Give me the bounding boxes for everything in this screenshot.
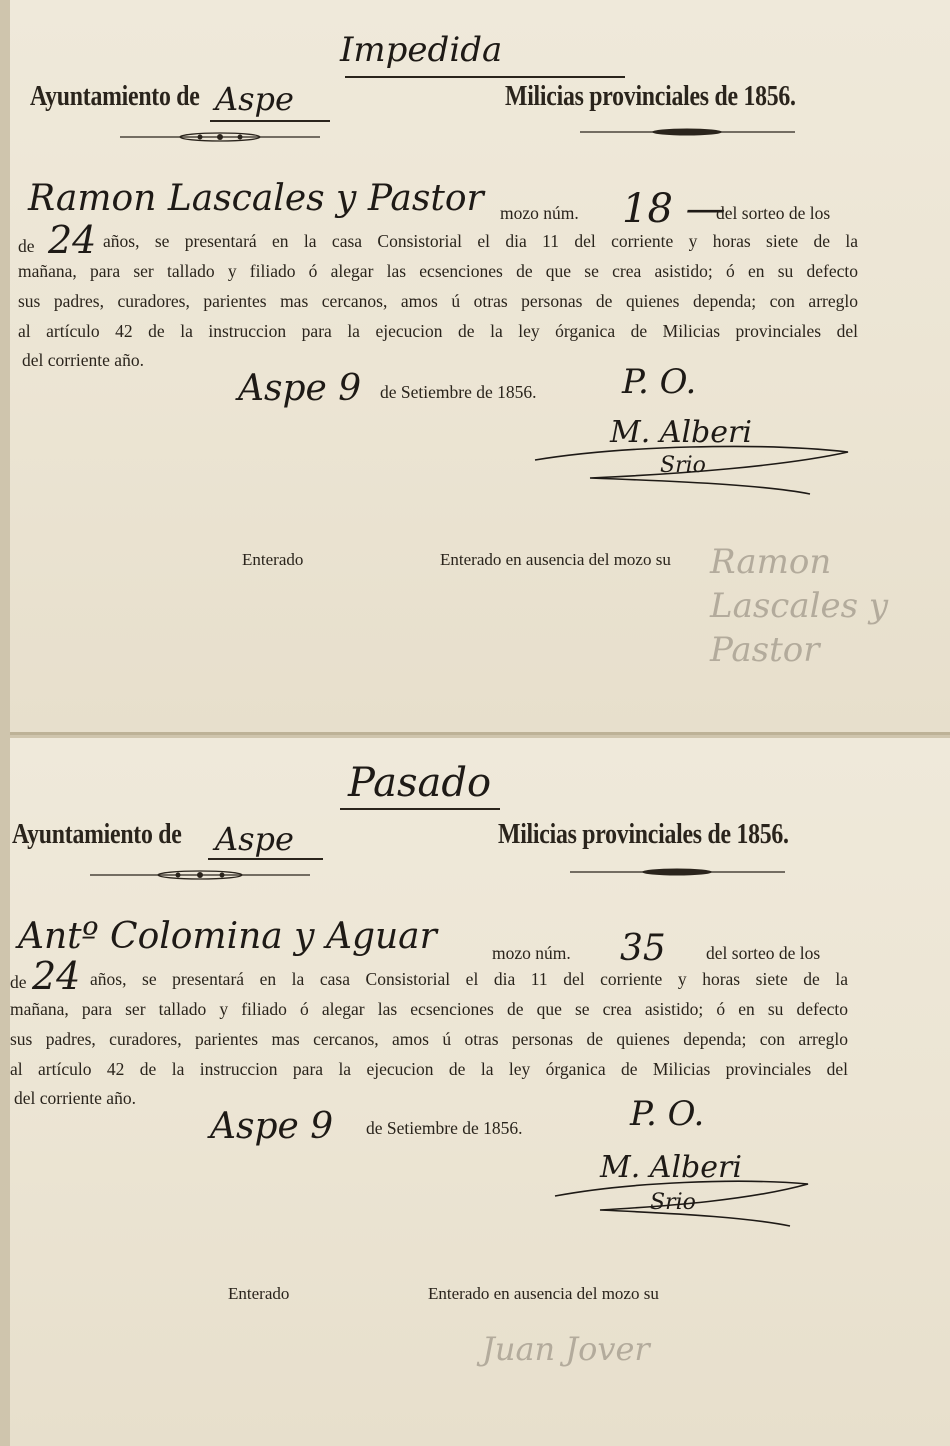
de-label: de [10, 972, 27, 992]
body-line-3: sus padres, curadores, parientes mas cercanos, amos ú otras personas de quienes dependa; con arreglo [10, 1029, 848, 1049]
age-handwritten: 24 [32, 954, 81, 998]
left-ornament-rule [90, 869, 310, 881]
po-handwritten: P. O. [622, 362, 697, 402]
margin-note-faint: Ramon Lascales y Pastor [710, 542, 889, 670]
town-underline [210, 120, 330, 122]
margin-note-faint: Juan Jover [482, 1330, 650, 1368]
place-day-handwritten: Aspe 9 [238, 368, 362, 409]
militia-summons-form-2 [10, 738, 950, 1446]
age-handwritten: 24 [48, 218, 97, 262]
signature: M. Alberi [600, 1150, 742, 1185]
sorteo-label: del sorteo de los [716, 203, 831, 223]
enterado-label: Enterado [242, 550, 304, 569]
body-line-2: mañana, para ser tallado y filiado ó alegar las ecsenciones de que se crea asistido; ó en su defecto [18, 261, 858, 281]
mozo-name-handwritten: Ramon Lascales y Pastor [28, 178, 484, 219]
annotation-underline [340, 808, 500, 810]
form-status-annotation: Pasado [348, 760, 492, 806]
date-text: de Setiembre de 1856. [366, 1118, 523, 1138]
form-status-annotation: Impedida [340, 30, 503, 70]
mozo-number-label: mozo núm. [500, 203, 579, 223]
sorteo-label: del sorteo de los [706, 943, 821, 963]
body-line-5: del corriente año. [22, 350, 144, 370]
place-day-handwritten: Aspe 9 [210, 1106, 334, 1147]
signature-role: Srio [650, 1190, 696, 1215]
right-ornament-rule [570, 866, 785, 878]
militia-summons-form-1 [10, 0, 950, 735]
body-line-1: años, se presentará en la casa Consistorial el dia 11 del corriente y horas siete de la [90, 969, 848, 989]
date-text: de Setiembre de 1856. [380, 382, 537, 402]
left-ornament-rule [120, 131, 320, 143]
body-line-2: mañana, para ser tallado y filiado ó alegar las ecsenciones de que se crea asistido; ó en su defecto [10, 999, 848, 1019]
ayuntamiento-label: Ayuntamiento de [12, 818, 182, 850]
right-ornament-rule [580, 126, 795, 138]
town-name-handwritten: Aspe [215, 820, 294, 858]
body-line-4: al artículo 42 de la instruccion para la ejecucion de la ley órganica de Milicias provinciales del [10, 1059, 848, 1079]
enterado-label: Enterado [228, 1284, 290, 1303]
enterado-ausencia-label: Enterado en ausencia del mozo su [428, 1284, 659, 1303]
signature: M. Alberi [610, 415, 752, 450]
body-line-4: al artículo 42 de la instruccion para la ejecucion de la ley órganica de Milicias provinciales del [18, 321, 858, 341]
town-underline [208, 858, 323, 860]
militia-title: Milicias provinciales de 1856. [505, 80, 796, 112]
mozo-name-handwritten: Antº Colomina y Aguar [18, 916, 437, 957]
mozo-number-handwritten: 35 [620, 928, 666, 969]
de-label: de [18, 236, 35, 256]
po-handwritten: P. O. [630, 1094, 705, 1134]
militia-title: Milicias provinciales de 1856. [498, 818, 789, 850]
body-line-3: sus padres, curadores, parientes mas cercanos, amos ú otras personas de quienes dependa; con arreglo [18, 291, 858, 311]
enterado-ausencia-label: Enterado en ausencia del mozo su [440, 550, 671, 569]
annotation-underline [345, 76, 625, 78]
body-line-5: del corriente año. [14, 1088, 136, 1108]
body-line-1: años, se presentará en la casa Consistorial el dia 11 del corriente y horas siete de la [103, 231, 858, 251]
mozo-number-label: mozo núm. [492, 943, 571, 963]
town-name-handwritten: Aspe [215, 80, 294, 118]
mozo-number-handwritten: 18 — [622, 186, 726, 232]
ayuntamiento-label: Ayuntamiento de [30, 80, 200, 112]
signature-role: Srio [660, 453, 706, 478]
